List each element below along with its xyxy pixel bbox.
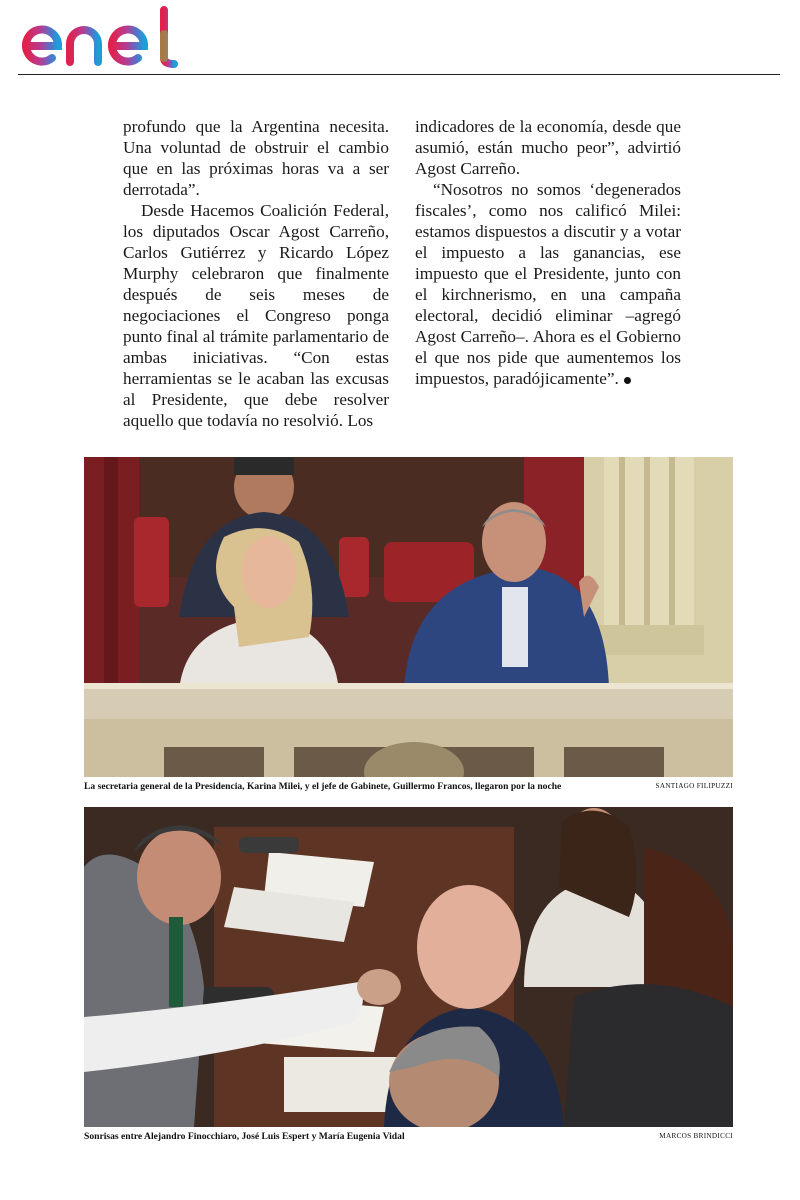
article-column-right [415, 116, 681, 389]
caption-text: La secretaria general de la Presidencia, Karina Milei, y el jefe de Gabinete, Guillermo Francos, llegaron por la noche [84, 781, 562, 792]
caption-text: Sonrisas entre Alejandro Finocchiaro, José Luis Espert y María Eugenia Vidal [84, 1131, 405, 1142]
article-column-left [123, 116, 389, 431]
photo-karina-milei-francos [84, 457, 733, 777]
photo-credit: SANTIAGO FILIPUZZI [655, 782, 733, 790]
article-paragraph-text: “Nosotros no somos ‘degenerados fiscales’, como nos calificó Milei: estamos dispuestos a discutir y a votar el impuesto a las ganancias, ese impuesto que el Presidente, junto con el kirchnerismo, en una campaña electoral, decidió eliminar –agregó Agost Carreño–. Ahora es el Gobierno el que nos pide que aumentemos los impuestos, paradójicamente”. [415, 180, 681, 388]
photo-finocchiaro-espert-vidal [84, 807, 733, 1127]
enel-logo [18, 4, 193, 72]
photo-caption [84, 781, 733, 792]
article-paragraph: indicadores de la economía, desde que asumió, están mucho peor”, advirtió Agost Carreño. [415, 117, 681, 178]
article-paragraph [415, 179, 681, 389]
article-paragraph: Desde Hacemos Coalición Federal, los diputados Oscar Agost Carreño, Carlos Gutiérrez y Ricardo López Murphy celebraron que finalmente después de seis meses de negociaciones el Congreso ponga punto final al trámite parlamentario de ambas iniciativas. “Con estas herramientas se le acaban las excusas al Presidente, que debe resolver aquello que todavía no resolvió. Los [123, 201, 389, 430]
photo-caption [84, 1131, 733, 1142]
article-end-mark [624, 377, 631, 384]
header-rule [18, 74, 780, 75]
article-paragraph: profundo que la Argentina necesita. Una voluntad de obstruir el cambio que en las próximas horas va a ser derrotada”. [123, 117, 389, 199]
photo-credit: MARCOS BRINDICCI [659, 1132, 733, 1140]
